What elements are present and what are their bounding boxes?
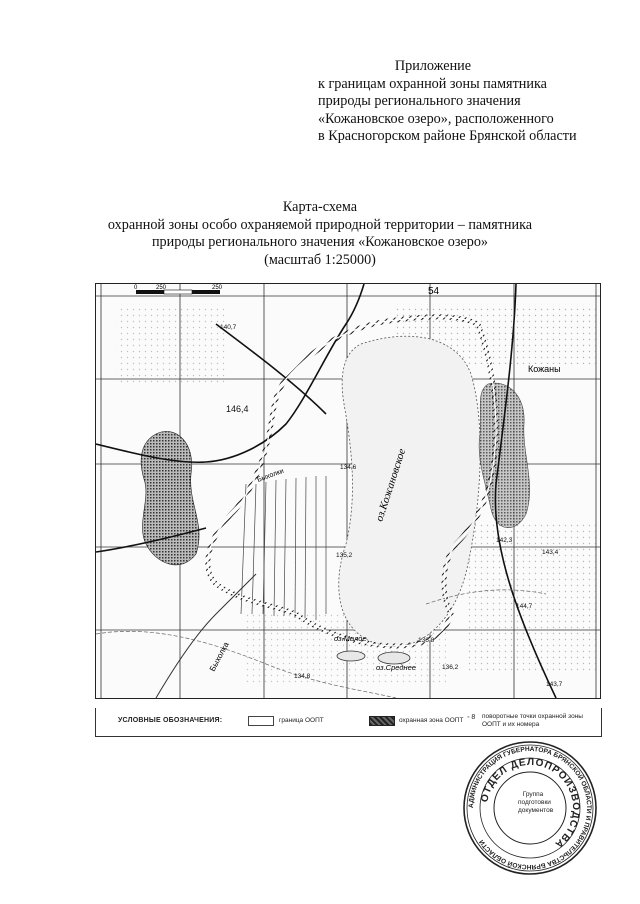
river bbox=[156, 574, 256, 698]
legend-swatch-boundary bbox=[248, 716, 274, 726]
village-west bbox=[141, 431, 199, 565]
appendix-line: в Красногорском районе Брянской области bbox=[318, 128, 577, 144]
map-legend bbox=[95, 708, 602, 737]
field-lines bbox=[241, 476, 326, 620]
seal-ring-text: АДМИНИСТРАЦИЯ ГУБЕРНАТОРА БРЯНСКОЙ ОБЛАСТИ И ПРАВИТЕЛЬСТВА БРЯНСКОЙ ОБЛАСТИ bbox=[467, 745, 593, 871]
spot-height: 136,2 bbox=[442, 664, 459, 671]
seal-center bbox=[518, 791, 554, 815]
appendix-line: природы регионального значения bbox=[318, 93, 521, 109]
scale-label-250: 250 bbox=[156, 285, 167, 291]
map-svg bbox=[96, 284, 600, 698]
legend-title: УСЛОВНЫЕ ОБОЗНАЧЕНИЯ: bbox=[118, 717, 223, 724]
seal-center-line: документов bbox=[518, 807, 554, 814]
appendix-block bbox=[318, 58, 618, 146]
village-east bbox=[479, 383, 530, 528]
lake-malo-label: оз.Малое bbox=[334, 634, 367, 643]
village-label: Кожаны bbox=[528, 364, 561, 374]
spot-height: 134,6 bbox=[340, 464, 357, 471]
spot-height: 136,8 bbox=[418, 637, 435, 644]
legend-label-points: поворотные точки охранной зоны ООПТ и их номера bbox=[482, 713, 583, 728]
title-line-4: (масштаб 1:25000) bbox=[264, 251, 376, 268]
title-line-2: охранной зоны особо охраняемой природной территории – памятника bbox=[107, 216, 533, 233]
legend-point-symbol: ◦ 8 bbox=[467, 714, 476, 721]
seal-center-line: подготовки bbox=[518, 799, 551, 806]
legend-label-zone: охранная зона ООПТ bbox=[399, 717, 464, 724]
spot-height: 143,4 bbox=[542, 549, 559, 556]
spot-height: 134,8 bbox=[294, 673, 311, 680]
seal-inner-text: ОТДЕЛ ДЕЛОПРОИЗВОДСТВА bbox=[479, 756, 582, 851]
appendix-line: к границам охранной зоны памятника bbox=[318, 75, 547, 92]
sheet-number: 54 bbox=[428, 286, 440, 297]
lake-malo bbox=[337, 651, 365, 661]
legend-label-boundary: граница ООПТ bbox=[279, 717, 324, 724]
appendix-line: «Кожановское озеро», расположенного bbox=[318, 110, 554, 127]
title-line-1: Карта-схема bbox=[282, 199, 358, 215]
lake-shape bbox=[339, 336, 480, 646]
river-label: Быхолка bbox=[207, 640, 231, 673]
scale-label-250: 250 bbox=[212, 285, 223, 291]
spot-height: 135,2 bbox=[336, 552, 353, 559]
spot-height: 144,7 bbox=[516, 603, 533, 610]
appendix-line: Приложение bbox=[394, 58, 472, 74]
title-line-3: природы регионального значения «Кожановское озеро» bbox=[151, 234, 489, 250]
legend-swatch-zone bbox=[369, 716, 395, 726]
scale-bar bbox=[136, 290, 220, 294]
road-label: Быхолки bbox=[256, 467, 285, 484]
lake-label: оз.Кожановское bbox=[373, 447, 409, 523]
spot-height: 142,3 bbox=[496, 537, 513, 544]
seal-center-line: Группа bbox=[522, 791, 544, 798]
spot-height: 146,4 bbox=[226, 404, 249, 414]
lake-srednee-label: оз.Среднее bbox=[376, 663, 416, 672]
map-title bbox=[80, 199, 560, 269]
spot-height: 140,7 bbox=[220, 324, 237, 331]
map-scheme bbox=[95, 283, 601, 699]
spot-height: 143,7 bbox=[546, 681, 563, 688]
scale-label-0: 0 bbox=[134, 285, 138, 291]
